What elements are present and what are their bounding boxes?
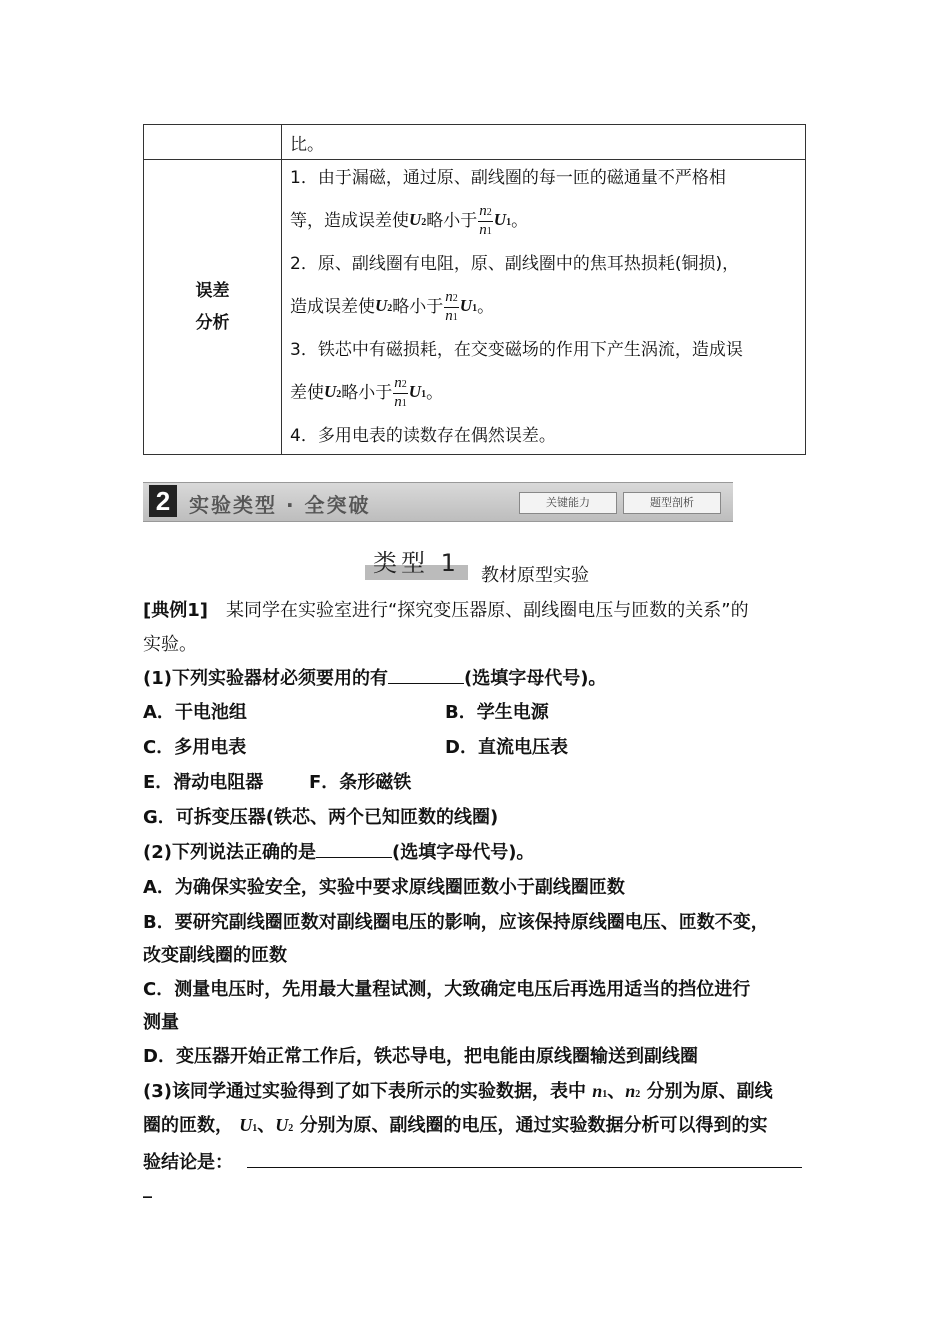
item2-text: 造成误差使 [290, 297, 375, 317]
q3-line2 [143, 1111, 768, 1137]
less-than-text: 略小于 [341, 383, 393, 403]
n2-over-n1-fraction: $\frac{n2}{n1}$ [479, 202, 492, 238]
q1-option-e: E．滑动电阻器 [143, 772, 264, 793]
q2-option-a: A．为确保实验安全，实验中要求原线圈匝数小于副线圈匝数 [143, 877, 625, 898]
q2-option-d: D．变压器开始正常工作后，铁芯导电，把电能由原线圈输送到副线圈 [143, 1046, 698, 1067]
type-label: 类型 1 [365, 543, 468, 580]
q3-text-a: (3)该同学通过实验得到了如下表所示的实验数据，表中 [143, 1081, 586, 1102]
q3-line1 [143, 1077, 773, 1103]
q2-option-b-line2: 改变副线圈的匝数 [143, 945, 287, 966]
u2-symbol: U2 [375, 295, 393, 315]
item1-text: 等，造成误差使 [290, 211, 409, 231]
separator: 、 [257, 1115, 276, 1136]
q2-option-c-line1: C．测量电压时，先用最大量程试测，大致确定电压后再选用适当的挡位进行 [143, 979, 751, 1000]
u1-symbol: U1 [493, 209, 512, 229]
u2-symbol: U2 [409, 209, 427, 229]
q3-end-mark: _ [143, 1178, 152, 1199]
item1-line2 [290, 196, 797, 246]
less-than-text: 略小于 [392, 297, 444, 317]
q1-option-c: C．多用电表 [143, 737, 247, 758]
n1-symbol: n1 [592, 1081, 608, 1101]
intro-text: 某同学在实验室进行“探究变压器原、副线圈电压与匝数的关系”的 [207, 600, 749, 621]
item3-text: 差使 [290, 383, 324, 403]
q2-tail: (选填字母代号)。 [391, 842, 535, 863]
u1-symbol: U1 [459, 295, 478, 315]
n2-symbol: n2 [625, 1081, 641, 1101]
label-line2: 分析 [195, 313, 230, 333]
section-number: 2 [149, 485, 177, 517]
q1-answer-blank[interactable] [388, 669, 464, 684]
u2-symbol: U2 [324, 381, 342, 401]
error-analysis-content [282, 160, 806, 455]
n2-over-n1-fraction: $\frac{n2}{n1}$ [445, 288, 458, 324]
q2-option-c-line2: 测量 [143, 1012, 179, 1033]
n2-over-n1-fraction: $\frac{n2}{n1}$ [394, 374, 407, 410]
table-empty-cell [144, 125, 282, 160]
key-ability-button[interactable]: 关键能力 [519, 492, 617, 514]
u2-symbol: U2 [275, 1115, 294, 1135]
q1-option-d: D．直流电压表 [445, 737, 568, 758]
question-analysis-button[interactable]: 题型剖析 [623, 492, 721, 514]
q2-answer-blank[interactable] [316, 843, 392, 858]
q1-option-g: G．可拆变压器(铁芯、两个已知匝数的线圈) [143, 807, 499, 828]
item2-line1: 2．原、副线圈有电阻，原、副线圈中的焦耳热损耗(铜损)， [290, 254, 740, 274]
intro-line1 [143, 596, 749, 622]
q3-answer-blank[interactable] [247, 1149, 802, 1168]
intro-line2: 实验。 [143, 634, 197, 655]
q1-text: (1)下列实验器材必须要用的有 [143, 668, 388, 689]
example-tag: [典例1] [143, 600, 208, 621]
u1-symbol: U1 [408, 381, 427, 401]
q2-option-b-line1: B．要研究副线圈匝数对副线圈电压的影响，应该保持原线圈电压、匝数不变， [143, 912, 769, 933]
label-line1: 误差 [195, 281, 230, 301]
q1-tail: (选填字母代号)。 [463, 668, 607, 689]
item3-line2 [290, 368, 797, 418]
q1-option-f: F．条形磁铁 [309, 772, 412, 793]
q1-line [143, 664, 606, 690]
q2-line [143, 838, 534, 864]
q3-text-d: 分别为原、副线圈的电压，通过实验数据分析可以得到的实 [299, 1115, 768, 1136]
type-heading [365, 543, 589, 586]
section-banner [143, 482, 733, 522]
q2-text: (2)下列说法正确的是 [143, 842, 316, 863]
section-title: 实验类型 · 全突破 [189, 493, 371, 517]
q3-text-b: 分别为原、副线 [646, 1081, 773, 1102]
q1-option-a: A．干电池组 [143, 702, 247, 723]
item4-line: 4．多用电表的读数存在偶然误差。 [290, 426, 556, 446]
error-analysis-table [143, 124, 806, 455]
item3-line1: 3．铁芯中有磁损耗，在交变磁场的作用下产生涡流，造成误 [290, 340, 743, 360]
item2-line2 [290, 282, 797, 332]
item1-line1: 1．由于漏磁，通过原、副线圈的每一匝的磁通量不严格相 [290, 168, 726, 188]
period: 。 [511, 211, 529, 231]
q1-option-b: B．学生电源 [445, 702, 549, 723]
separator: 、 [607, 1081, 626, 1102]
q3-text-c: 圈的匝数， [143, 1115, 233, 1136]
error-analysis-label [144, 160, 282, 455]
period: 。 [426, 383, 444, 403]
period: 。 [477, 297, 495, 317]
u1-symbol: U1 [239, 1115, 258, 1135]
q3-line3 [143, 1148, 802, 1174]
table-top-row-text: 比。 [282, 125, 806, 160]
less-than-text: 略小于 [426, 211, 478, 231]
type-subtitle: 教材原型实验 [481, 565, 589, 586]
q3-text-e: 验结论是： [143, 1152, 233, 1173]
